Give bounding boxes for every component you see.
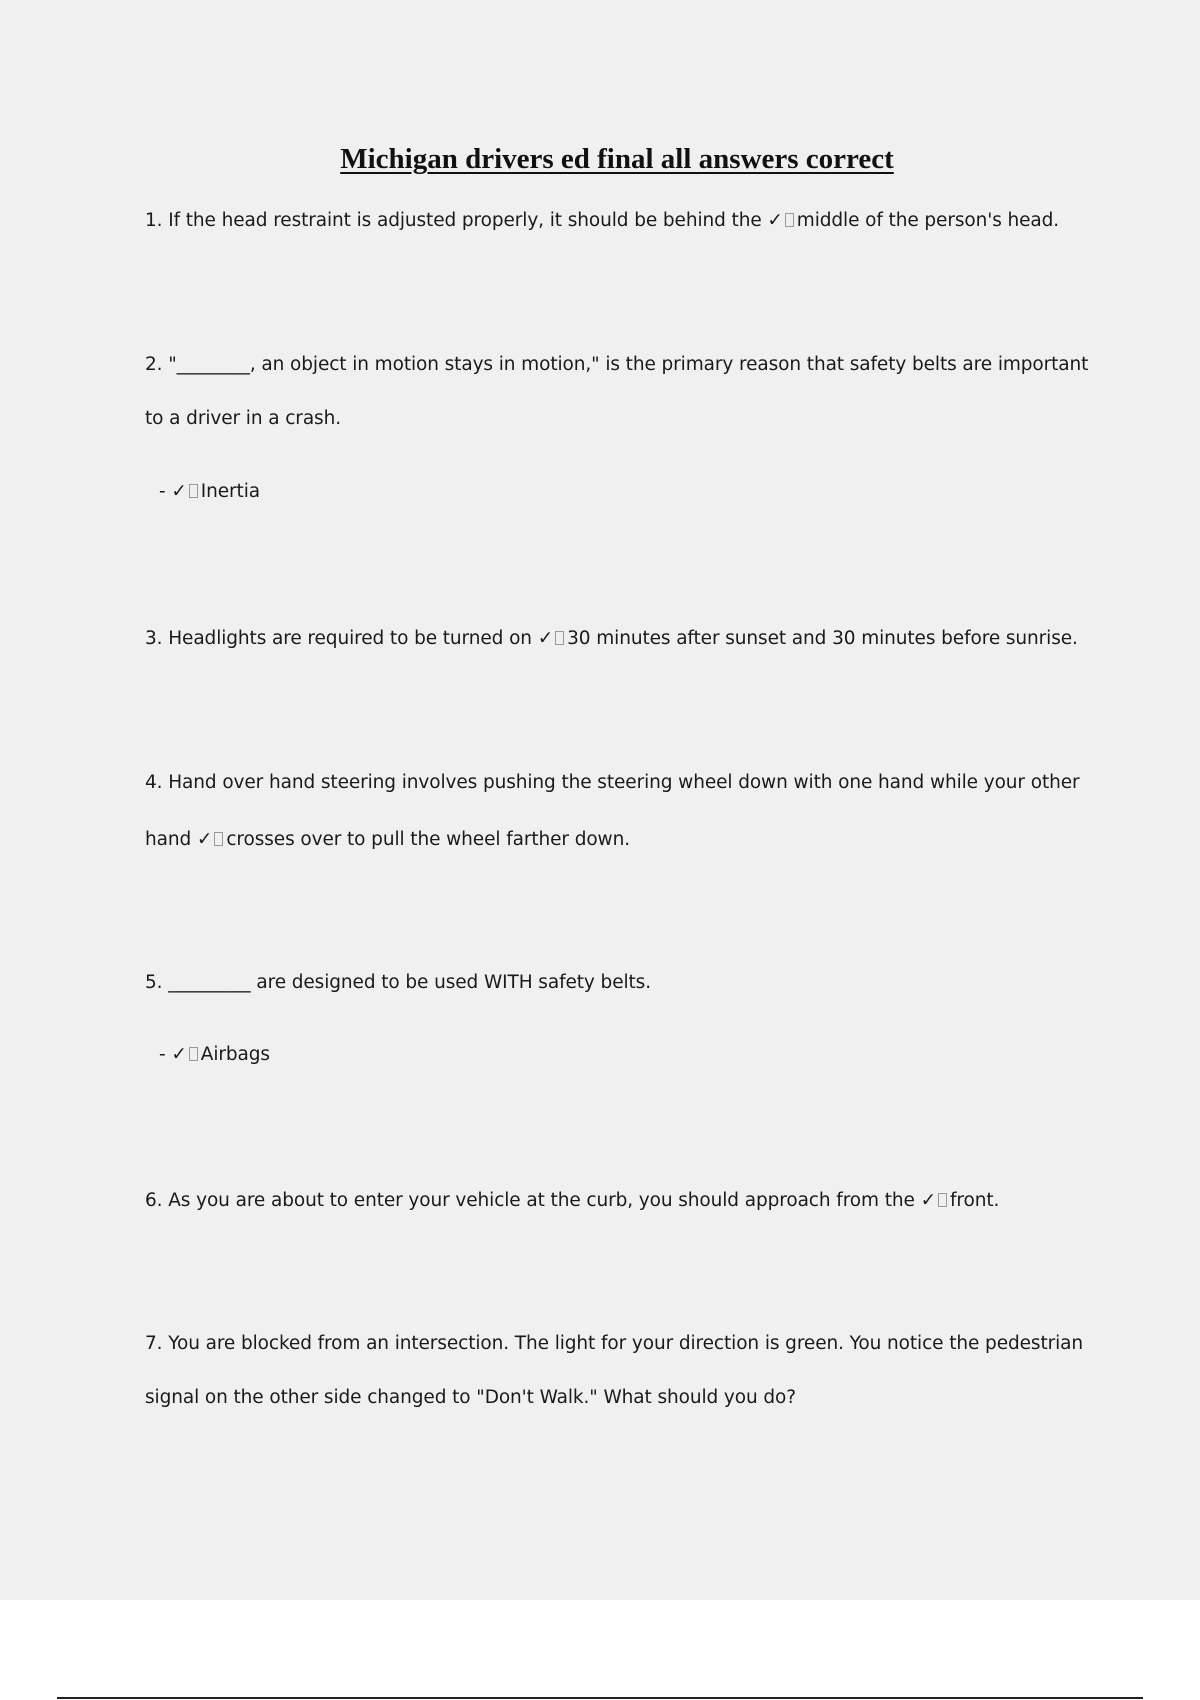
document-title: Michigan drivers ed final all answers correct [340, 143, 894, 175]
answer-text: crosses over to pull the wheel farther down. [226, 829, 630, 850]
question-5-answer [159, 1044, 270, 1065]
checkbox-icon [555, 631, 564, 645]
question-2-line-2: to a driver in a crash. [145, 408, 341, 429]
question-6-line-1 [145, 1190, 999, 1211]
checkmark-icon: ✓ [171, 481, 187, 502]
checkbox-icon [189, 1047, 198, 1061]
question-2-line-1: 2. "________, an object in motion stays in motion," is the primary reason that safety belts are important [145, 354, 1089, 375]
answer-text: Airbags [200, 1044, 270, 1065]
question-7-line-2: signal on the other side changed to "Don't Walk." What should you do? [145, 1387, 796, 1408]
checkbox-icon [214, 832, 223, 846]
footer-divider [57, 1697, 1143, 1699]
checkbox-icon [785, 213, 794, 227]
question-text: 3. Headlights are required to be turned on [145, 628, 538, 649]
question-text: 6. As you are about to enter your vehicle at the curb, you should approach from the [145, 1190, 921, 1211]
question-5-line-1: 5. _________ are designed to be used WITH safety belts. [145, 972, 651, 993]
question-3-line-1 [145, 628, 1078, 649]
question-4-line-2 [145, 829, 630, 850]
question-1-line-1 [145, 210, 1059, 231]
question-text: 1. If the head restraint is adjusted properly, it should be behind the [145, 210, 768, 231]
checkmark-icon: ✓ [920, 1190, 936, 1211]
answer-text: front. [949, 1190, 1000, 1211]
answer-text: 30 minutes after sunset and 30 minutes before sunrise. [567, 628, 1078, 649]
answer-prefix: - [159, 481, 172, 502]
answer-text: middle of the person's head. [796, 210, 1060, 231]
checkbox-icon [189, 484, 198, 498]
question-7-line-1: 7. You are blocked from an intersection. The light for your direction is green. You notice the pedestrian [145, 1333, 1084, 1354]
question-4-line-1: 4. Hand over hand steering involves pushing the steering wheel down with one hand while your other [145, 772, 1080, 793]
checkmark-icon: ✓ [196, 829, 213, 850]
checkmark-icon: ✓ [171, 1044, 187, 1065]
answer-text: Inertia [200, 481, 260, 502]
checkmark-icon: ✓ [767, 210, 783, 231]
checkmark-icon: ✓ [537, 628, 554, 649]
question-text: hand [145, 829, 197, 850]
question-2-answer [159, 481, 260, 502]
checkbox-icon [938, 1193, 947, 1207]
answer-prefix: - [159, 1044, 172, 1065]
